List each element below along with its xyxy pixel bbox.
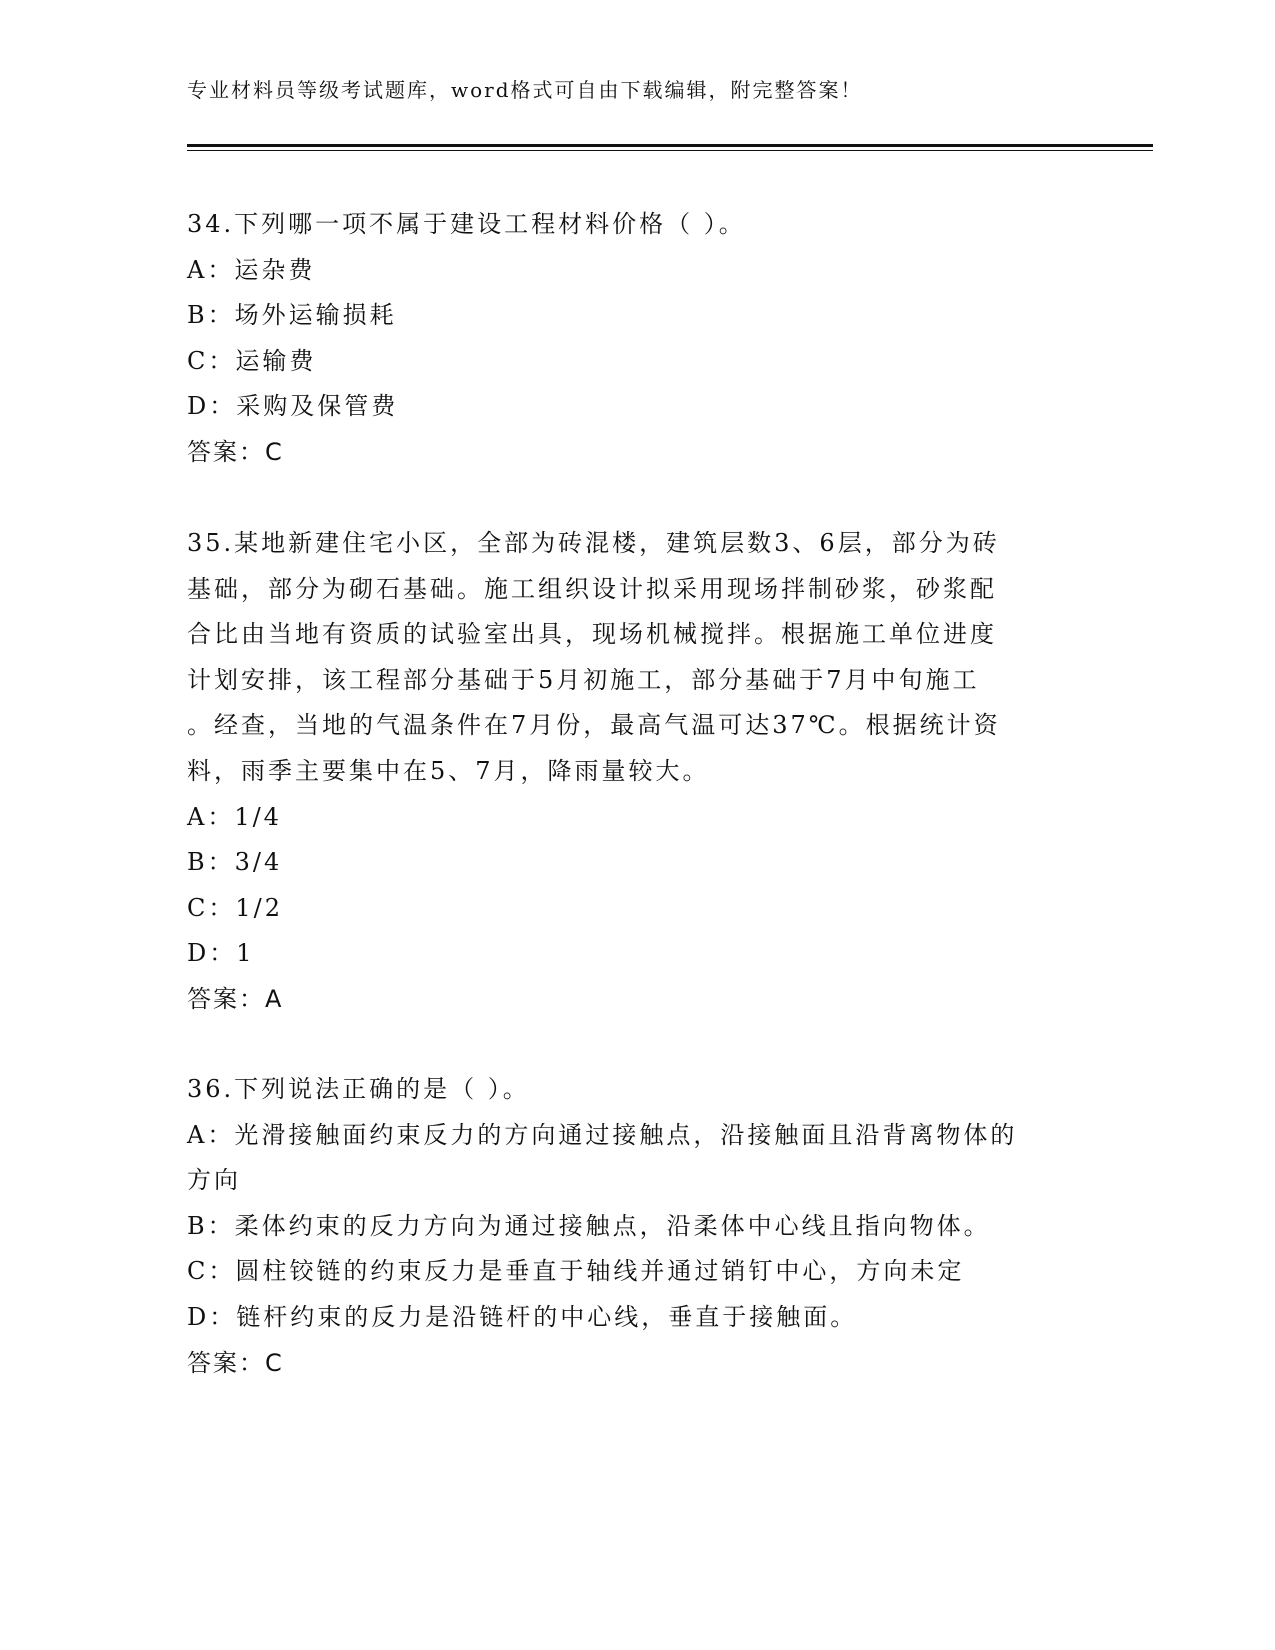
question-stem-line: 料，雨季主要集中在5、7月，降雨量较大。 bbox=[187, 756, 710, 785]
option-a: A：1/4 bbox=[187, 802, 282, 831]
option-a: A：运杂费 bbox=[187, 255, 316, 284]
question-36 bbox=[187, 1067, 1067, 1386]
option-a-continuation: 方向 bbox=[187, 1166, 241, 1195]
question-stem: 36.下列说法正确的是（ ）。 bbox=[187, 1075, 530, 1103]
question-stem: 34.下列哪一项不属于建设工程材料价格（ ）。 bbox=[187, 210, 746, 238]
option-b: B：3/4 bbox=[187, 848, 283, 877]
question-stem-line: 计划安排，该工程部分基础于5月初施工，部分基础于7月中旬施工 bbox=[187, 665, 980, 694]
option-d: D：链杆约束的反力是沿链杆的中心线，垂直于接触面。 bbox=[187, 1302, 858, 1331]
question-34 bbox=[187, 202, 1067, 476]
option-b: B：场外运输损耗 bbox=[187, 301, 397, 330]
question-stem-line: 合比由当地有资质的试验室出具，现场机械搅拌。根据施工单位进度 bbox=[187, 620, 997, 649]
document-header: 专业材料员等级考试题库，word格式可自由下载编辑，附完整答案！ bbox=[187, 78, 863, 102]
option-a: A：光滑接触面约束反力的方向通过接触点，沿接触面且沿背离物体的 bbox=[187, 1120, 1018, 1149]
option-c: C：1/2 bbox=[187, 893, 283, 922]
answer-line: 答案：A bbox=[187, 984, 284, 1013]
option-d: D：1 bbox=[187, 939, 255, 968]
question-35 bbox=[187, 521, 1067, 1023]
answer-line: 答案：C bbox=[187, 437, 284, 466]
answer-line: 答案：C bbox=[187, 1348, 284, 1377]
header-rule-thick bbox=[187, 144, 1153, 147]
question-stem-line: 。经查，当地的气温条件在7月份，最高气温可达37℃。根据统计资 bbox=[187, 711, 1001, 740]
question-stem-line: 35.某地新建住宅小区，全部为砖混楼，建筑层数3、6层，部分为砖 bbox=[187, 529, 1000, 557]
option-d: D：采购及保管费 bbox=[187, 392, 399, 421]
option-b: B：柔体约束的反力方向为通过接触点，沿柔体中心线且指向物体。 bbox=[187, 1211, 991, 1240]
option-c: C：圆柱铰链的约束反力是垂直于轴线并通过销钉中心，方向未定 bbox=[187, 1257, 965, 1286]
option-c: C：运输费 bbox=[187, 346, 317, 375]
question-stem-line: 基础，部分为砌石基础。施工组织设计拟采用现场拌制砂浆，砂浆配 bbox=[187, 574, 997, 603]
header-rule-thin bbox=[187, 150, 1153, 151]
